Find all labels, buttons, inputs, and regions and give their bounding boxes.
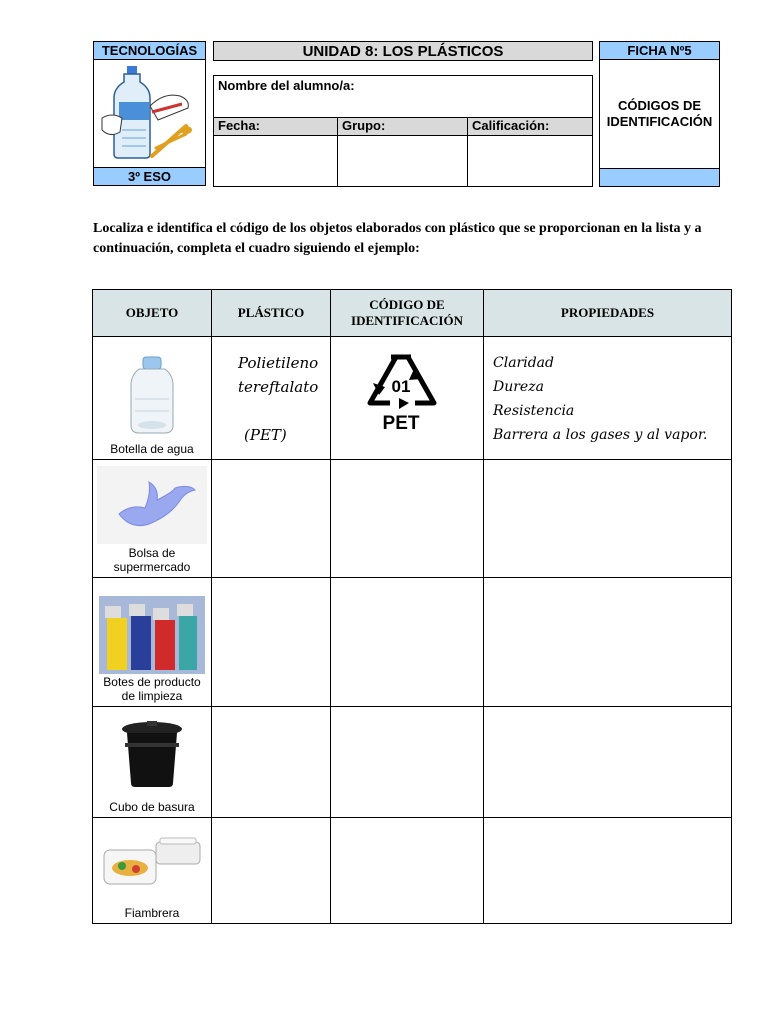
object-cell xyxy=(93,818,212,924)
grade-field[interactable] xyxy=(467,135,593,187)
cleaning-bottles-image xyxy=(99,596,205,674)
student-name-field[interactable] xyxy=(213,75,593,118)
sheet-title: CÓDIGOS DE IDENTIFICACIÓN xyxy=(599,59,720,169)
date-field[interactable] xyxy=(213,135,338,187)
recycling-code-label: PET xyxy=(382,413,420,434)
object-name: Cubo de basura xyxy=(109,800,195,814)
plastic-bag-image xyxy=(97,466,207,544)
group-label: Grupo: xyxy=(337,117,468,136)
food-container-image xyxy=(100,836,204,890)
grade-level-label: 3º ESO xyxy=(93,167,206,186)
table-row xyxy=(93,578,732,707)
recycling-code-number: 01 xyxy=(391,377,411,396)
plastic-cell[interactable] xyxy=(212,578,331,707)
code-cell[interactable] xyxy=(331,578,484,707)
object-name: Botella de agua xyxy=(110,442,194,456)
water-bottle-image xyxy=(127,355,177,435)
object-cell xyxy=(93,578,212,707)
plastic-name: Polietileno tereftalato (PET) xyxy=(238,351,330,447)
table-row xyxy=(93,818,732,924)
column-header-properties: PROPIEDADES xyxy=(484,290,732,337)
object-name: Botes de producto de limpieza xyxy=(103,675,201,703)
object-cell xyxy=(93,707,212,818)
subject-image-box xyxy=(93,59,206,168)
plastic-cell[interactable] xyxy=(212,818,331,924)
student-name-label: Nombre del alumno/a: xyxy=(218,78,355,93)
column-header-code: CÓDIGO DE IDENTIFICACIÓN xyxy=(331,290,484,337)
column-header-object: OBJETO xyxy=(93,290,212,337)
plastic-cell[interactable] xyxy=(212,337,331,460)
identification-table xyxy=(92,289,732,924)
table-header-row xyxy=(93,290,732,337)
properties-cell[interactable] xyxy=(484,707,732,818)
plastic-abbreviation: (PET) xyxy=(244,426,287,444)
grade-label: Calificación: xyxy=(467,117,593,136)
plastic-cell[interactable] xyxy=(212,707,331,818)
property-item: Dureza xyxy=(493,379,544,395)
table-row xyxy=(93,460,732,578)
group-field[interactable] xyxy=(337,135,468,187)
instructions: Localiza e identifica el código de los objetos elaborados con plástico que se proporcionan en la lista y a continuación, completa el cuadro siguiendo el ejemplo: xyxy=(93,221,702,256)
sheet-footer-bar xyxy=(599,168,720,187)
code-cell[interactable] xyxy=(331,337,484,460)
properties-cell[interactable] xyxy=(484,460,732,578)
properties-cell[interactable] xyxy=(484,818,732,924)
code-cell[interactable] xyxy=(331,460,484,578)
property-item: Barrera a los gases y al vapor. xyxy=(493,427,708,443)
table-row xyxy=(93,337,732,460)
code-cell[interactable] xyxy=(331,707,484,818)
unit-title: UNIDAD 8: LOS PLÁSTICOS xyxy=(213,41,593,61)
object-cell xyxy=(93,337,212,460)
object-cell xyxy=(93,460,212,578)
trash-can-image xyxy=(119,719,185,789)
object-name: Fiambrera xyxy=(124,906,180,920)
plastics-illustration xyxy=(94,60,205,167)
properties-cell[interactable] xyxy=(484,337,732,460)
table-row xyxy=(93,707,732,818)
sheet-number: FICHA Nº5 xyxy=(599,41,720,60)
properties-list xyxy=(493,351,731,447)
code-cell[interactable] xyxy=(331,818,484,924)
column-header-plastic: PLÁSTICO xyxy=(212,290,331,337)
properties-cell[interactable] xyxy=(484,578,732,707)
plastic-cell[interactable] xyxy=(212,460,331,578)
property-item: Resistencia xyxy=(493,403,575,419)
object-name: Bolsa de supermercado xyxy=(113,546,191,574)
date-label: Fecha: xyxy=(213,117,338,136)
property-item: Claridad xyxy=(493,355,554,371)
subject-label: TECNOLOGÍAS xyxy=(93,41,206,60)
